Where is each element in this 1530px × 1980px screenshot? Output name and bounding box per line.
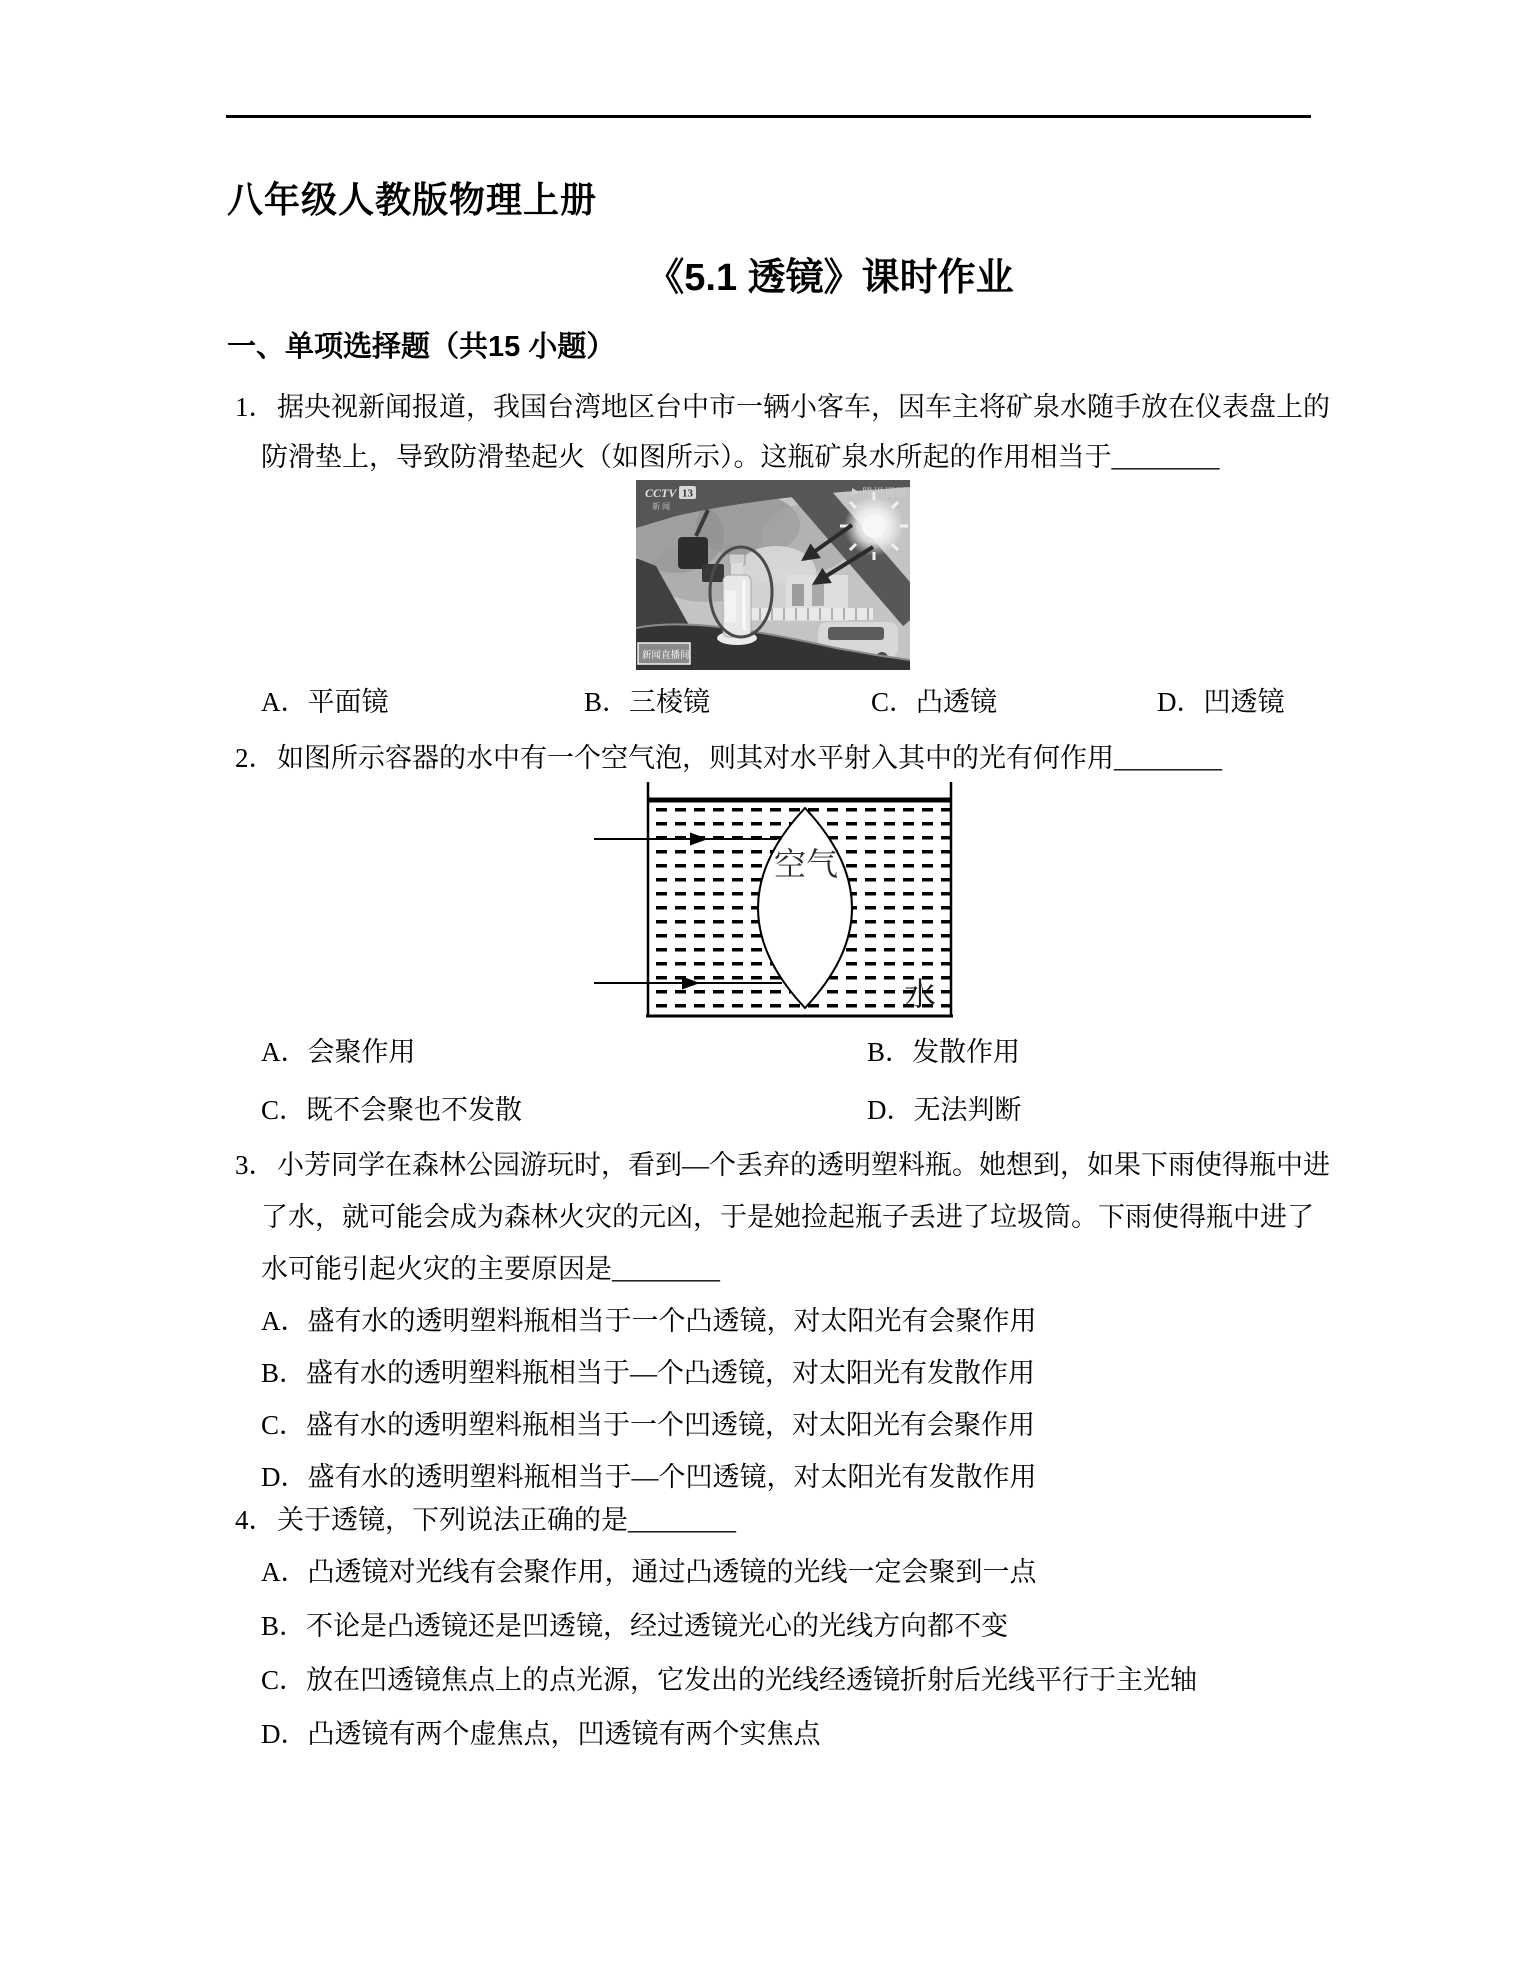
- question-4-number: 4．: [235, 1505, 276, 1535]
- q4-option-b: B．不论是凸透镜还是凹透镜，经过透镜光心的光线方向都不变: [261, 1611, 1009, 1641]
- question-1-number: 1．: [235, 392, 276, 422]
- q1-option-d: D．凹透镜: [1157, 687, 1285, 717]
- q3-option-d: D．盛有水的透明塑料瓶相当于—个凹透镜，对太阳光有发散作用: [261, 1462, 1037, 1492]
- q3-option-b: B．盛有水的透明塑料瓶相当于—个凸透镜，对太阳光有发散作用: [261, 1358, 1036, 1388]
- question-3-line-2: 了水，就可能会成为森林火灾的元凶，于是她捡起瓶子丢进了垃圾筒。下雨使得瓶中进了: [261, 1202, 1314, 1232]
- question-1: [235, 382, 1330, 728]
- cctv-sub-text: 新 闻: [652, 502, 670, 511]
- air-label: 空气: [774, 846, 839, 882]
- question-3-text: 小芳同学在森林公园游玩时，看到—个丢弃的透明塑料瓶。她想到，如果下雨使得瓶中进: [277, 1150, 1330, 1180]
- q3-option-a: A．盛有水的透明塑料瓶相当于一个凸透镜，对太阳光有会聚作用: [261, 1306, 1037, 1336]
- question-3-line-3: 水可能引起火灾的主要原因是________: [261, 1254, 720, 1284]
- book-header: 八年级人教版物理上册: [227, 179, 598, 220]
- question-2-options-row-2: [235, 1084, 1330, 1136]
- question-3-line-1: [235, 1139, 1330, 1191]
- q2-option-c: C．既不会聚也不发散: [261, 1095, 523, 1125]
- q1-option-b: B．三棱镜: [584, 687, 711, 717]
- question-1-text: 据央视新闻报道，我国台湾地区台中市一辆小客车，因车主将矿泉水随手放在仪表盘上的: [277, 392, 1330, 422]
- question-2-number: 2．: [235, 743, 276, 773]
- q3-option-c: C．盛有水的透明塑料瓶相当于一个凹透镜，对太阳光有会聚作用: [261, 1410, 1036, 1440]
- question-4-line-1: [235, 1495, 1330, 1545]
- question-2-text: 如图所示容器的水中有一个空气泡，则其对水平射入其中的光有何作用________: [277, 743, 1222, 773]
- bottle-label: [725, 590, 736, 622]
- building-window: [792, 584, 804, 606]
- question-2: [235, 733, 1330, 1136]
- building-window: [812, 584, 824, 606]
- question-3: [235, 1139, 1330, 1503]
- question-1-line-1: [235, 382, 1330, 432]
- q2-option-a: A．会聚作用: [261, 1037, 416, 1067]
- question-4: [235, 1495, 1330, 1761]
- page-title: 《5.1 透镜》课时作业: [646, 257, 1014, 299]
- water-label: 水: [904, 976, 937, 1012]
- question-1-line-2: 防滑垫上，导致防滑垫起火（如图所示）。这瓶矿泉水所起的作用相当于________: [261, 442, 1220, 472]
- question-1-options: [235, 676, 1330, 728]
- q1-option-a: A．平面镜: [261, 687, 389, 717]
- caption-text: 新闻直播间: [642, 651, 690, 661]
- video-watermark: 腾讯视频: [862, 487, 906, 499]
- parked-car-window: [828, 627, 884, 640]
- cctv-13-text: 13: [682, 487, 693, 500]
- question-3-number: 3．: [235, 1150, 276, 1180]
- q1-option-c: C．凸透镜: [871, 687, 998, 717]
- q4-option-c: C．放在凹透镜焦点上的点光源，它发出的光线经透镜折射后光线平行于主光轴: [261, 1665, 1198, 1695]
- question-4-text: 关于透镜，下列说法正确的是________: [277, 1505, 736, 1535]
- q4-option-d: D．凸透镜有两个虚焦点，凹透镜有两个实焦点: [261, 1719, 821, 1749]
- question-2-options-row-1: [235, 1026, 1330, 1078]
- q2-option-b: B．发散作用: [867, 1037, 1021, 1067]
- header-rule: [226, 115, 1311, 118]
- beaker-diagram: [580, 775, 960, 1020]
- news-photo: [636, 480, 910, 670]
- q2-option-d: D．无法判断: [867, 1095, 1022, 1125]
- sun-core: [862, 514, 886, 538]
- cctv-logo-text: CCTV: [645, 486, 677, 500]
- fence: [731, 608, 873, 620]
- section-heading: 一、单项选择题（共15 小题）: [227, 331, 616, 363]
- q4-option-a: A．凸透镜对光线有会聚作用，通过凸透镜的光线一定会聚到一点: [261, 1557, 1037, 1587]
